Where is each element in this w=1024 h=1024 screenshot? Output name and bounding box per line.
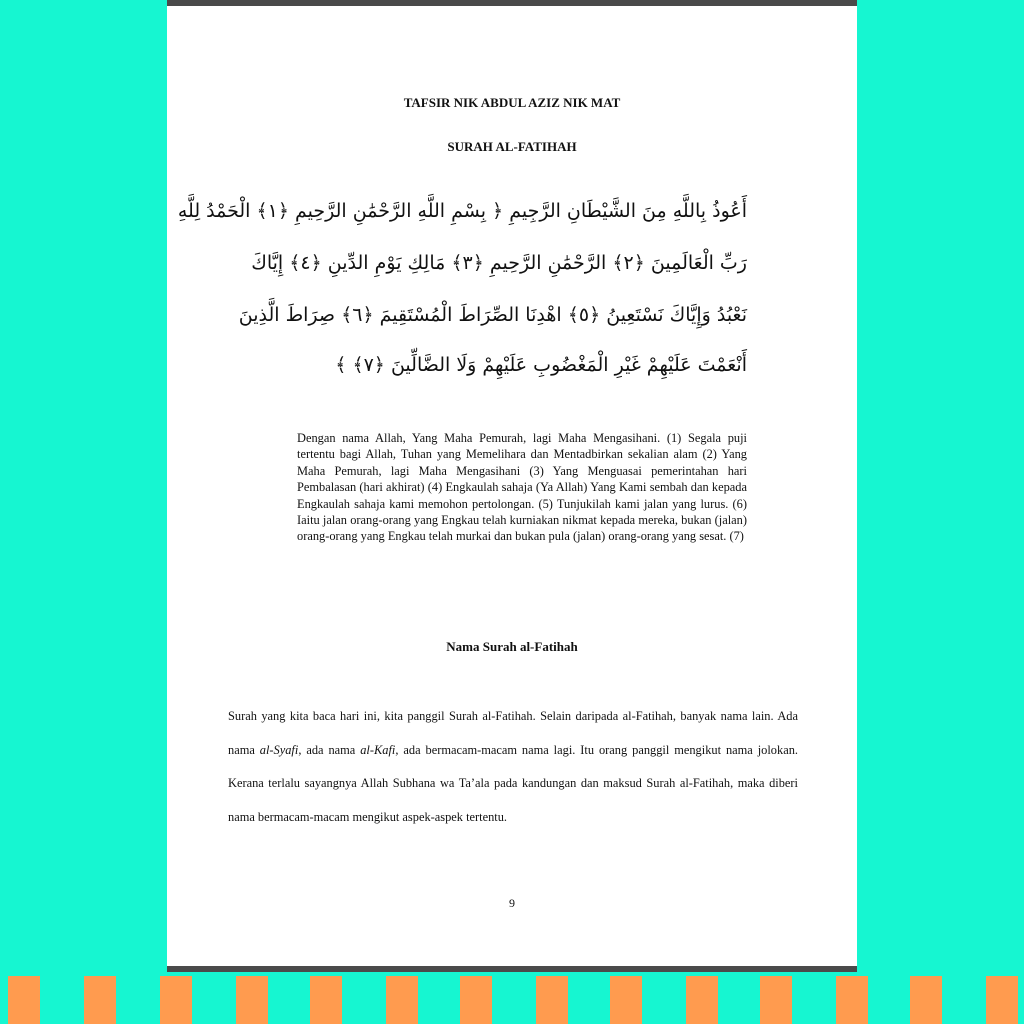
body-paragraph xyxy=(228,700,798,834)
decorative-stripe xyxy=(686,976,718,1024)
body-text-segment: , ada nama xyxy=(298,742,361,757)
section-heading: Nama Surah al-Fatihah xyxy=(446,639,578,654)
decorative-stripe-band xyxy=(0,976,1024,1024)
body-text-italic: al-Kafi xyxy=(360,742,396,757)
body-text-segment: Surah yang kita baca hari ini, kita panggil Surah al-Fatihah. Selain daripada al-Fatihah, banyak nama lain. Ada nama xyxy=(228,709,798,757)
decorative-stripe xyxy=(84,976,116,1024)
decorative-stripe xyxy=(386,976,418,1024)
decorative-stripe xyxy=(610,976,642,1024)
translation-paragraph: Dengan nama Allah, Yang Maha Pemurah, lagi Maha Mengasihani. (1) Segala puji tertentu bagi Allah, Tuhan yang Memelihara dan Mentadbirkan sekalian alam (2) Yang Maha Pemurah, lagi Maha Mengasihani (3) Yang Menguasai pemerintahan hari Pembalasan (hari akhirat) (4) Engkaulah sahaja (Ya Allah) Yang Kami sembah dan kepada Engkaulah sahaja kami memohon pertolongan. (5) Tunjukilah kami jalan yang lurus. (6) Iaitu jalan orang-orang yang Engkau telah kurniakan nikmat kepada mereka, bukan (jalan) orang-orang yang Engkau telah murkai dan bukan pula (jalan) orang-orang yang sesat. (7) xyxy=(297,431,747,544)
decorative-stripe xyxy=(836,976,868,1024)
decorative-stripe xyxy=(8,976,40,1024)
decorative-stripe xyxy=(910,976,942,1024)
decorative-stripe xyxy=(760,976,792,1024)
book-title: TAFSIR NIK ABDUL AZIZ NIK MAT xyxy=(403,95,621,110)
page-number: 9 xyxy=(509,896,515,910)
decorative-stripe xyxy=(310,976,342,1024)
arabic-verse-line: رَبِّ الْعَالَمِينَ ﴿٢﴾ الرَّحْمَٰنِ الرَّحِيمِ ﴿٣﴾ مَالِكِ يَوْمِ الدِّينِ ﴿٤﴾ إِيَّاكَ xyxy=(251,252,747,274)
arabic-verse-line: أَنْعَمْتَ عَلَيْهِمْ غَيْرِ الْمَغْضُوبِ عَلَيْهِمْ وَلَا الضَّالِّينَ ﴿٧﴾ ﴾ xyxy=(335,354,747,376)
decorative-stripe xyxy=(986,976,1018,1024)
decorative-stripe xyxy=(160,976,192,1024)
decorative-stripe xyxy=(236,976,268,1024)
surah-title: SURAH AL-FATIHAH xyxy=(447,139,577,154)
decorative-stripe xyxy=(536,976,568,1024)
decorative-stripe xyxy=(460,976,492,1024)
arabic-verse-line: أَعُوذُ بِاللَّهِ مِنَ الشَّيْطَانِ الرَّجِيمِ ﴿ بِسْمِ اللَّهِ الرَّحْمَٰنِ الرَّحِيمِ ﴿١﴾ الْحَمْدُ لِلَّهِ xyxy=(177,200,747,222)
document-page xyxy=(167,0,857,972)
body-text-segment: , ada bermacam-macam nama lagi. Itu orang panggil mengikut nama jolokan. Kerana terlalu sayangnya Allah Subhana wa Ta’ala pada kandungan dan maksud Surah al-Fatihah, maka diberi nama bermacam-macam mengikut aspek-aspek tertentu. xyxy=(228,742,798,824)
body-text-italic: al-Syafi xyxy=(259,742,299,757)
arabic-verse-line: نَعْبُدُ وَإِيَّاكَ نَسْتَعِينُ ﴿٥﴾ اهْدِنَا الصِّرَاطَ الْمُسْتَقِيمَ ﴿٦﴾ صِرَاطَ الَّذِينَ xyxy=(238,304,747,326)
